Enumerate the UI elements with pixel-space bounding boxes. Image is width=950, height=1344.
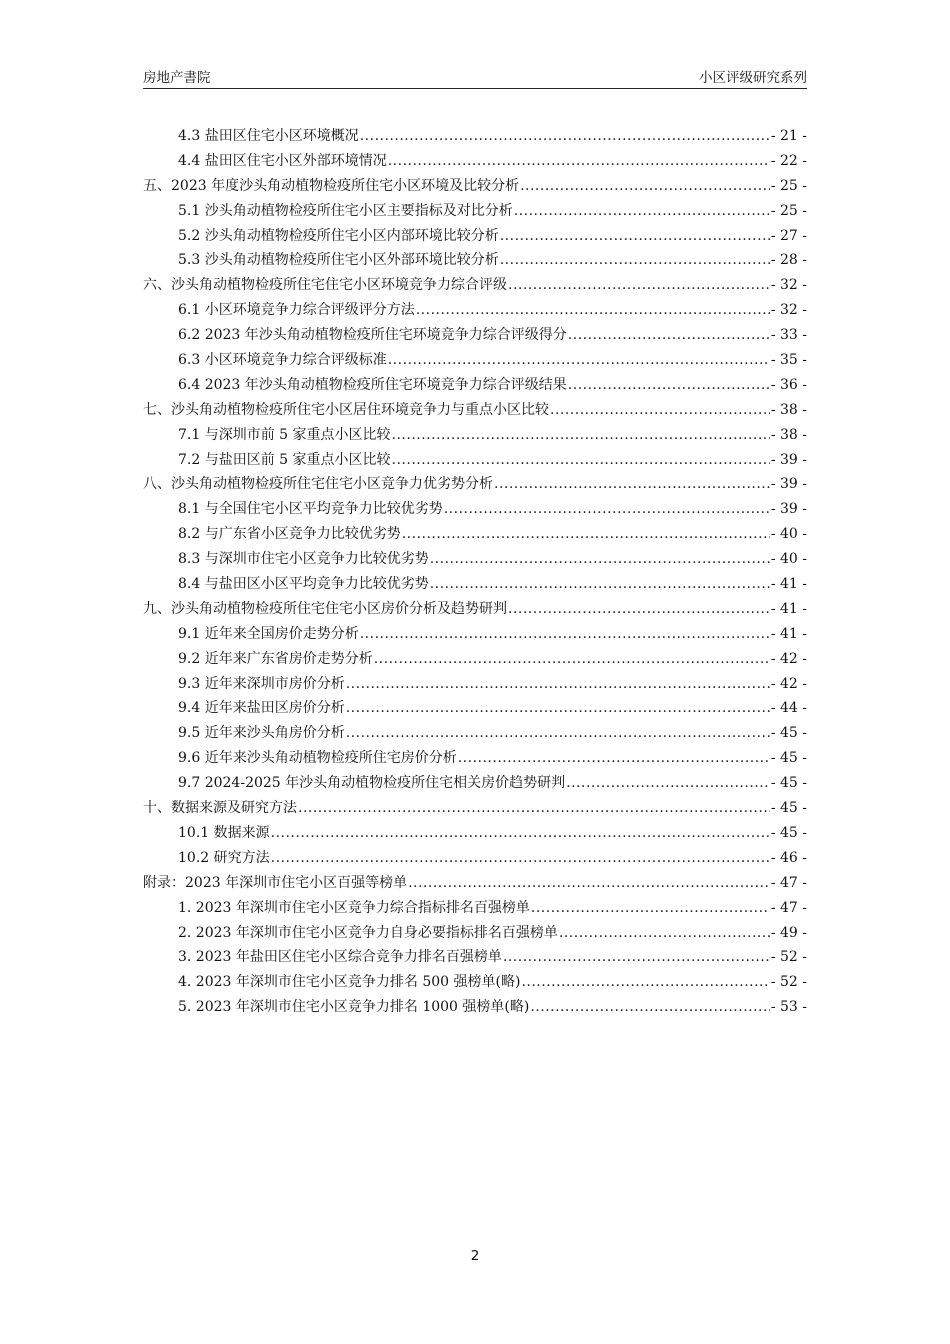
toc-leader-dots	[444, 501, 770, 517]
toc-entry-page: - 39 -	[770, 476, 807, 493]
toc-leader-dots	[374, 651, 770, 667]
toc-entry-title: 8.2 与广东省小区竞争力比较优劣势	[178, 526, 401, 543]
toc-entry-page: - 52 -	[770, 949, 807, 966]
toc-leader-dots	[508, 277, 770, 293]
toc-entry-page: - 39 -	[770, 501, 807, 518]
toc-entry-title: 6.3 小区环境竞争力综合评级标准	[178, 352, 387, 369]
toc-entry-page: - 32 -	[770, 277, 807, 294]
toc-entry-title: 4.3 盐田区住宅小区环境概况	[178, 128, 359, 144]
toc-section-entry[interactable]	[143, 847, 807, 872]
toc-section-entry[interactable]	[143, 623, 807, 648]
toc-section-entry[interactable]	[143, 374, 807, 399]
toc-entry-title: 5.1 沙头角动植物检疫所住宅小区主要指标及对比分析	[178, 202, 513, 219]
toc-chapter-entry[interactable]	[143, 274, 807, 299]
toc-entry-page: - 41 -	[770, 600, 807, 617]
toc-chapter-entry[interactable]	[143, 797, 807, 822]
toc-leader-dots	[346, 676, 770, 692]
toc-leader-dots	[566, 775, 770, 791]
toc-entry-title: 1. 2023 年深圳市住宅小区竞争力综合指标排名百强榜单	[178, 899, 530, 916]
toc-leader-dots	[298, 800, 770, 816]
toc-leader-dots	[388, 153, 770, 169]
toc-entry-page: - 27 -	[770, 227, 807, 244]
toc-entry-title: 6.2 2023 年沙头角动植物检疫所住宅环境竞争力综合评级得分	[178, 327, 567, 344]
toc-leader-dots	[360, 626, 770, 642]
toc-leader-dots	[568, 377, 770, 393]
toc-section-entry[interactable]	[143, 299, 807, 324]
toc-entry-page: - 45 -	[770, 800, 807, 817]
toc-entry-page: - 41 -	[770, 625, 807, 642]
toc-leader-dots	[416, 302, 770, 318]
toc-leader-dots	[500, 252, 770, 268]
toc-leader-dots	[271, 850, 770, 866]
toc-leader-dots	[360, 128, 770, 144]
toc-leader-dots	[568, 327, 770, 343]
toc-leader-dots	[430, 551, 770, 567]
toc-entry-title: 6.1 小区环境竞争力综合评级评分方法	[178, 302, 415, 319]
toc-chapter-entry[interactable]	[143, 598, 807, 623]
toc-leader-dots	[559, 925, 770, 941]
toc-leader-dots	[508, 601, 770, 617]
toc-section-entry[interactable]	[143, 573, 807, 598]
toc-section-entry[interactable]	[143, 125, 807, 150]
toc-entry-page: - 46 -	[770, 849, 807, 866]
toc-entry-title: 9.4 近年来盐田区房价分析	[178, 700, 345, 717]
toc-leader-dots	[458, 750, 770, 766]
toc-section-entry[interactable]	[143, 822, 807, 847]
toc-leader-dots	[521, 974, 769, 990]
page-header	[143, 64, 807, 89]
toc-leader-dots	[430, 576, 770, 592]
toc-entry-page: - 21 -	[770, 128, 807, 144]
toc-entry-title: 附录：2023 年深圳市住宅小区百强等榜单	[143, 874, 408, 891]
toc-entry-title: 2. 2023 年深圳市住宅小区竞争力自身必要指标排名百强榜单	[178, 924, 558, 941]
toc-section-entry[interactable]	[143, 523, 807, 548]
toc-entry-page: - 33 -	[770, 327, 807, 344]
toc-entry-title: 五、2023 年度沙头角动植物检疫所住宅小区环境及比较分析	[143, 177, 520, 194]
toc-entry-title: 5.2 沙头角动植物检疫所住宅小区内部环境比较分析	[178, 227, 499, 244]
toc-section-entry[interactable]	[143, 548, 807, 573]
toc-leader-dots	[346, 725, 770, 741]
toc-leader-dots	[392, 427, 770, 443]
toc-entry-title: 6.4 2023 年沙头角动植物检疫所住宅环境竞争力综合评级结果	[178, 376, 567, 393]
toc-entry-title: 3. 2023 年盐田区住宅小区综合竞争力排名百强榜单	[178, 949, 502, 966]
toc-section-entry[interactable]	[143, 971, 807, 996]
toc-entry-title: 8.4 与盐田区小区平均竞争力比较优劣势	[178, 576, 429, 593]
toc-entry-title: 5.3 沙头角动植物检疫所住宅小区外部环境比较分析	[178, 252, 499, 269]
toc-section-entry[interactable]	[143, 922, 807, 947]
toc-leader-dots	[388, 352, 770, 368]
toc-section-entry[interactable]	[143, 349, 807, 374]
toc-entry-title: 9.2 近年来广东省房价走势分析	[178, 650, 373, 667]
toc-leader-dots	[408, 875, 770, 891]
toc-leader-dots	[520, 178, 770, 194]
toc-leader-dots	[346, 700, 770, 716]
toc-chapter-entry[interactable]	[143, 473, 807, 498]
toc-entry-title: 七、沙头角动植物检疫所住宅小区居住环境竞争力与重点小区比较	[143, 401, 549, 418]
toc-entry-title: 9.3 近年来深圳市房价分析	[178, 675, 345, 692]
toc-leader-dots	[271, 825, 770, 841]
toc-leader-dots	[402, 526, 770, 542]
toc-entry-title: 8.3 与深圳市住宅小区竞争力比较优劣势	[178, 551, 429, 568]
toc-entry-title: 7.2 与盐田区前 5 家重点小区比较	[178, 451, 391, 468]
toc-entry-page: - 49 -	[770, 924, 807, 941]
toc-entry-title: 九、沙头角动植物检疫所住宅住宅小区房价分析及趋势研判	[143, 600, 507, 617]
toc-leader-dots	[392, 452, 770, 468]
toc-leader-dots	[550, 402, 770, 418]
header-series: 小区评级研究系列	[699, 70, 807, 86]
toc-entry-page: - 38 -	[770, 426, 807, 443]
toc-leader-dots	[530, 999, 769, 1015]
toc-entry-page: - 28 -	[770, 252, 807, 269]
toc-entry-page: - 42 -	[770, 675, 807, 692]
toc-section-entry[interactable]	[143, 200, 807, 225]
toc-entry-title: 9.5 近年来沙头角房价分析	[178, 725, 345, 742]
page-number: 2	[470, 1248, 480, 1264]
toc-entry-page: - 45 -	[770, 775, 807, 792]
toc-entry-title: 八、沙头角动植物检疫所住宅住宅小区竞争力优劣势分析	[143, 476, 493, 493]
toc-section-entry[interactable]	[143, 150, 807, 175]
toc-entry-page: - 35 -	[770, 352, 807, 369]
toc-chapter-entry[interactable]	[143, 399, 807, 424]
toc-entry-page: - 41 -	[770, 576, 807, 593]
toc-section-entry[interactable]	[143, 424, 807, 449]
toc-entry-title: 十、数据来源及研究方法	[143, 800, 297, 817]
toc-entry-title: 10.2 研究方法	[178, 849, 270, 866]
toc-section-entry[interactable]	[143, 946, 807, 971]
toc-section-entry[interactable]	[143, 897, 807, 922]
toc-entry-page: - 25 -	[770, 202, 807, 219]
toc-chapter-entry[interactable]	[143, 872, 807, 897]
toc-section-entry[interactable]	[143, 747, 807, 772]
toc-entry-title: 9.7 2024-2025 年沙头角动植物检疫所住宅相关房价趋势研判	[178, 775, 566, 792]
toc-entry-page: - 40 -	[770, 551, 807, 568]
toc-entry-title: 8.1 与全国住宅小区平均竞争力比较优劣势	[178, 501, 443, 518]
toc-entry-page: - 52 -	[770, 974, 807, 991]
toc-entry-page: - 45 -	[770, 824, 807, 841]
toc-entry-page: - 45 -	[770, 750, 807, 767]
toc-entry-page: - 45 -	[770, 725, 807, 742]
toc-section-entry[interactable]	[143, 697, 807, 722]
toc-entry-page: - 22 -	[770, 152, 807, 169]
toc-entry-title: 9.1 近年来全国房价走势分析	[178, 625, 359, 642]
toc-entry-title: 10.1 数据来源	[178, 824, 270, 841]
toc-entry-page: - 36 -	[770, 376, 807, 393]
toc-entry-page: - 42 -	[770, 650, 807, 667]
toc-entry-page: - 44 -	[770, 700, 807, 717]
toc-section-entry[interactable]	[143, 225, 807, 250]
toc-section-entry[interactable]	[143, 498, 807, 523]
toc-entry-title: 7.1 与深圳市前 5 家重点小区比较	[178, 426, 391, 443]
toc-leader-dots	[494, 476, 770, 492]
toc-section-entry[interactable]	[143, 996, 807, 1021]
toc-entry-page: - 53 -	[770, 999, 807, 1016]
toc-leader-dots	[500, 228, 770, 244]
toc-entry-title: 5. 2023 年深圳市住宅小区竞争力排名 1000 强榜单(略)	[178, 999, 530, 1016]
toc-entry-title: 9.6 近年来沙头角动植物检疫所住宅房价分析	[178, 750, 457, 767]
toc-entry-page: - 32 -	[770, 302, 807, 319]
toc-entry-page: - 40 -	[770, 526, 807, 543]
toc-leader-dots	[531, 900, 770, 916]
toc-section-entry[interactable]	[143, 722, 807, 747]
toc-section-entry[interactable]	[143, 324, 807, 349]
toc-leader-dots	[514, 203, 770, 219]
toc-entry-title: 六、沙头角动植物检疫所住宅住宅小区环境竞争力综合评级	[143, 277, 507, 294]
toc-entry-page: - 47 -	[770, 874, 807, 891]
toc-entry-title: 4. 2023 年深圳市住宅小区竞争力排名 500 强榜单(略)	[178, 974, 521, 991]
table-of-contents	[143, 125, 807, 1021]
toc-section-entry[interactable]	[143, 249, 807, 274]
toc-chapter-entry[interactable]	[143, 175, 807, 200]
header-publisher: 房地产書院	[143, 70, 211, 86]
toc-entry-page: - 39 -	[770, 451, 807, 468]
toc-section-entry[interactable]	[143, 673, 807, 698]
toc-entry-page: - 47 -	[770, 899, 807, 916]
toc-entry-page: - 25 -	[770, 177, 807, 194]
toc-section-entry[interactable]	[143, 772, 807, 797]
toc-leader-dots	[503, 949, 770, 965]
toc-section-entry[interactable]	[143, 648, 807, 673]
toc-entry-title: 4.4 盐田区住宅小区外部环境情况	[178, 152, 387, 169]
toc-section-entry[interactable]	[143, 449, 807, 474]
toc-entry-page: - 38 -	[770, 401, 807, 418]
